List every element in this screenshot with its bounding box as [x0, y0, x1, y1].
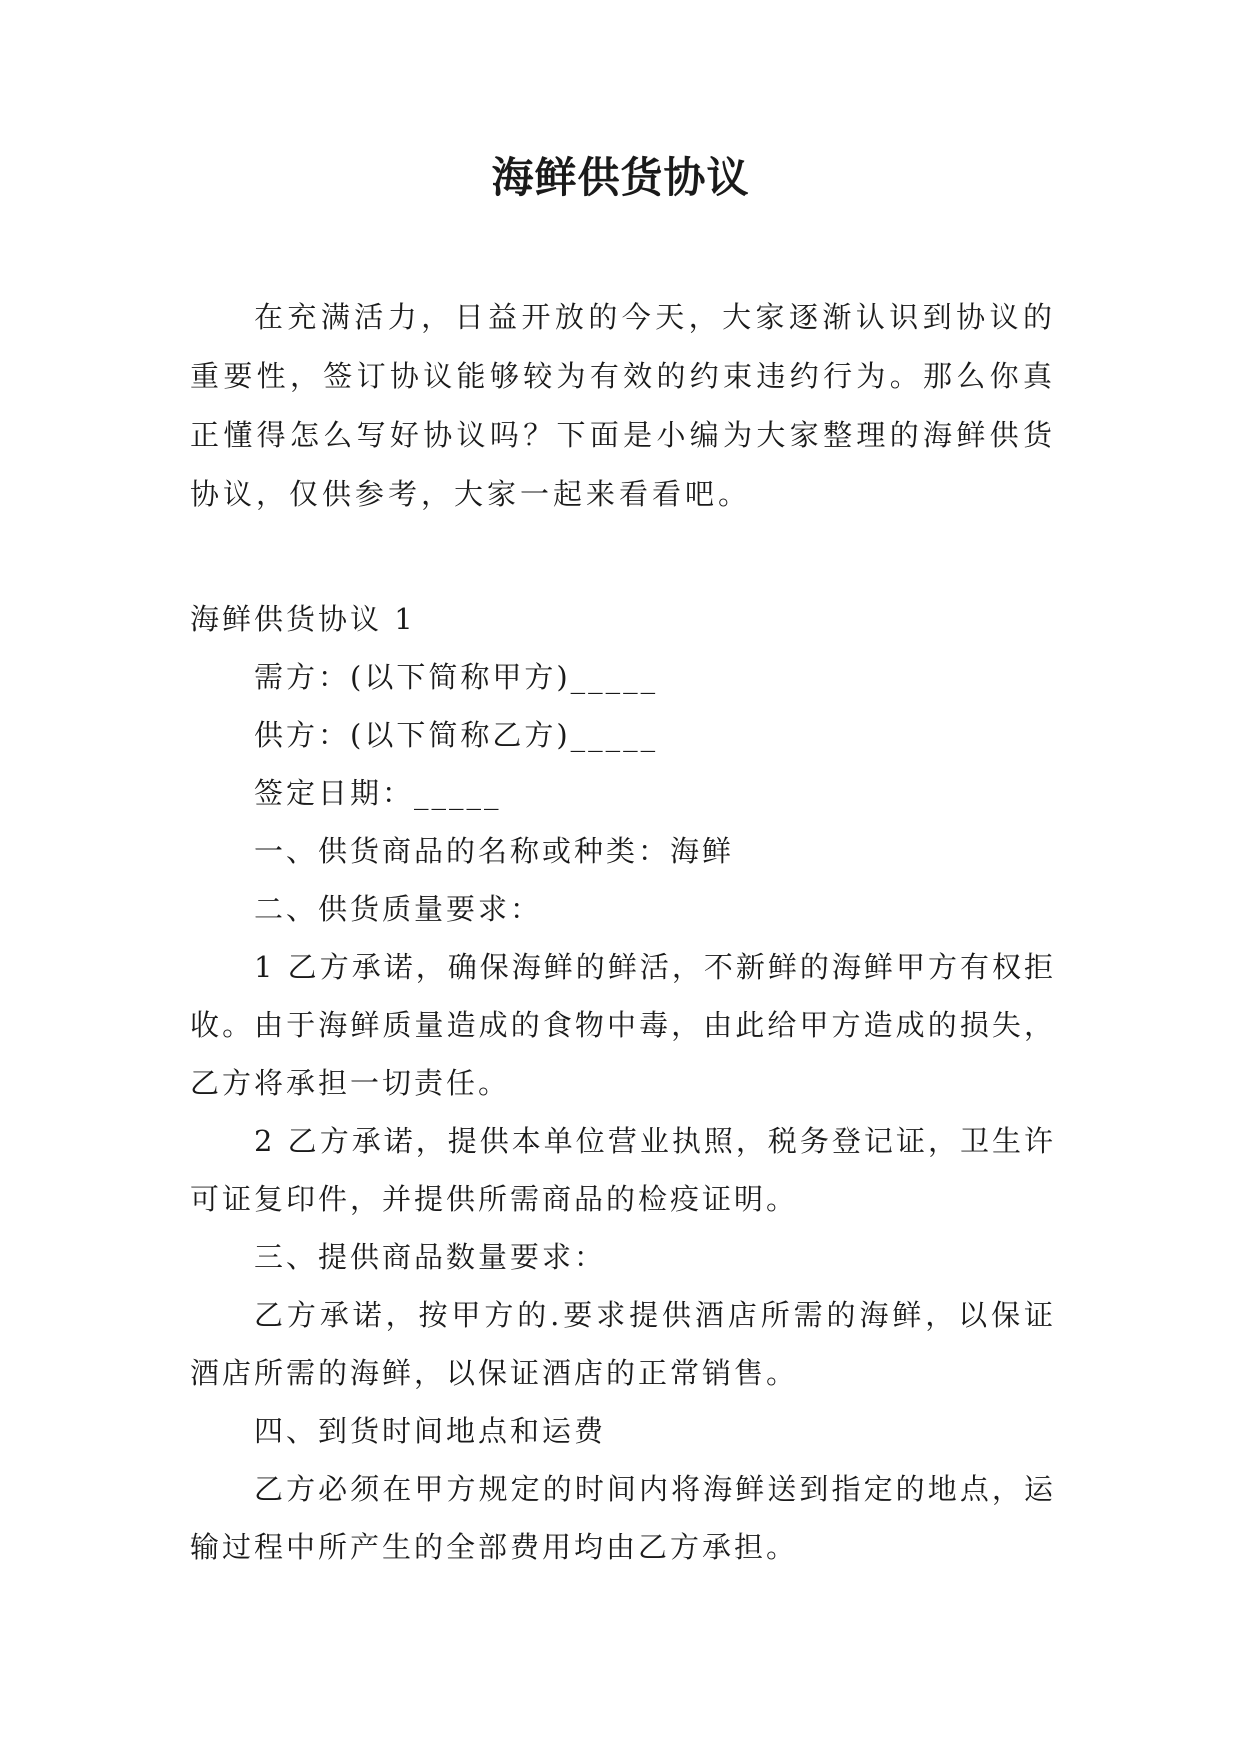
supplier-line: 供方：(以下简称乙方)_____ — [254, 718, 659, 752]
document-body — [190, 288, 1056, 1576]
sign-date-line: 签定日期：_____ — [254, 776, 502, 810]
buyer-line: 需方：(以下简称甲方)_____ — [254, 660, 659, 694]
clause-2-item-1: 1 乙方承诺，确保海鲜的鲜活，不新鲜的海鲜甲方有权拒收。由于海鲜质量造成的食物中毒，由此给甲方造成的损失，乙方将承担一切责任。 — [190, 950, 1056, 1100]
section-spacer — [190, 524, 1056, 590]
clause-4-body: 乙方必须在甲方规定的时间内将海鲜送到指定的地点，运输过程中所产生的全部费用均由乙方承担。 — [190, 1472, 1056, 1564]
clause-3-heading: 三、提供商品数量要求： — [254, 1240, 607, 1274]
section-heading: 海鲜供货协议 1 — [190, 602, 416, 636]
clause-1-heading: 一、供货商品的名称或种类：海鲜 — [254, 834, 735, 868]
clause-3-body: 乙方承诺，按甲方的.要求提供酒店所需的海鲜，以保证酒店所需的海鲜，以保证酒店的正常销售。 — [190, 1298, 1056, 1390]
document-title: 海鲜供货协议 — [491, 153, 750, 202]
clause-2-heading: 二、供货质量要求： — [254, 892, 543, 926]
clause-2-item-2: 2 乙方承诺，提供本单位营业执照，税务登记证，卫生许可证复印件，并提供所需商品的检疫证明。 — [190, 1124, 1056, 1216]
clause-4-heading: 四、到货时间地点和运费 — [254, 1414, 607, 1448]
intro-paragraph: 在充满活力，日益开放的今天，大家逐渐认识到协议的重要性，签订协议能够较为有效的约束违约行为。那么你真正懂得怎么写好协议吗？下面是小编为大家整理的海鲜供货协议，仅供参考，大家一起来看看吧。 — [190, 300, 1056, 511]
